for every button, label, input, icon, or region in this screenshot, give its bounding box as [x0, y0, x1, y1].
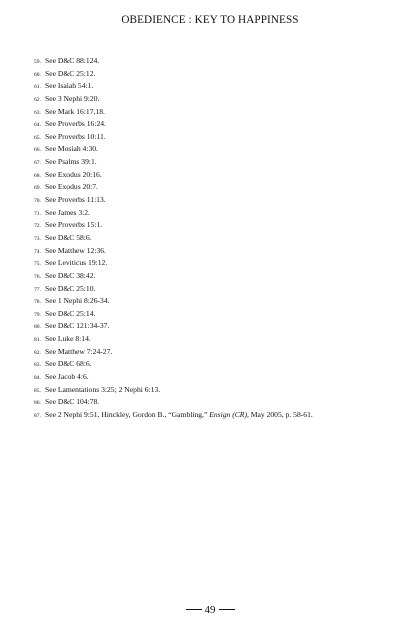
- endnote-item-last: [34, 409, 394, 422]
- endnote-text: See Psalms 39:1.: [45, 157, 97, 167]
- endnote-item: [34, 181, 394, 194]
- endnote-number: 59.: [34, 59, 41, 65]
- endnote-text: See Mosiah 4:30.: [45, 144, 98, 154]
- page-footer: [0, 604, 420, 616]
- endnote-number: 87.: [34, 412, 41, 419]
- endnote-item: [34, 346, 394, 359]
- endnote-publication-title: Ensign (CR),: [209, 409, 249, 419]
- endnote-number: 72.: [34, 223, 41, 230]
- endnote-number: 61.: [34, 84, 41, 91]
- endnote-text: See 3 Nephi 9:20.: [45, 93, 100, 103]
- running-header: OBEDIENCE : KEY TO HAPPINESS: [121, 14, 299, 26]
- endnote-item: [34, 194, 394, 207]
- endnote-text: See Luke 8:14.: [45, 334, 91, 344]
- endnote-number: 86.: [34, 400, 41, 407]
- endnote-number: 78.: [34, 299, 41, 306]
- endnote-number: 65.: [34, 134, 41, 141]
- endnote-text: See Isaiah 54:1.: [45, 81, 94, 91]
- endnote-item: [34, 68, 394, 81]
- endnote-number: 81.: [34, 337, 41, 344]
- endnote-item: [34, 156, 394, 169]
- endnote-number: 74.: [34, 248, 41, 255]
- endnote-number: 63.: [34, 109, 41, 116]
- endnote-number: 82.: [34, 349, 41, 356]
- endnote-item: [34, 245, 394, 258]
- endnote-text: See Proverbs 11:13.: [45, 195, 106, 205]
- endnote-number: 71.: [34, 210, 41, 217]
- endnote-text: See D&C 121:34-37.: [45, 321, 110, 331]
- endnote-number: 68.: [34, 172, 41, 179]
- endnote-item: [34, 106, 394, 119]
- endnote-number: 83.: [34, 362, 41, 369]
- endnote-text: See D&C 58:6.: [45, 232, 92, 242]
- endnote-number: 62.: [34, 96, 41, 103]
- endnote-text: See Matthew 7:24-27.: [45, 346, 113, 356]
- endnote-number: 70.: [34, 198, 41, 205]
- endnote-item: [34, 93, 394, 106]
- endnote-text: See Exodus 20:16.: [45, 169, 102, 179]
- endnote-text: See Lamentations 3:25; 2 Nephi 6:13.: [45, 384, 161, 394]
- endnote-number: 67.: [34, 160, 41, 167]
- endnote-text: See James 3:2.: [45, 207, 90, 217]
- endnote-text: See 1 Nephi 8:26-34.: [45, 296, 110, 306]
- endnote-number: 85.: [34, 387, 41, 394]
- endnote-text: See Exodus 20:7.: [45, 182, 98, 192]
- endnote-text-after: May 2005, p. 58-61.: [248, 409, 313, 419]
- endnote-text: See Matthew 12:36.: [45, 245, 106, 255]
- endnote-text: See Mark 16:17,18.: [45, 106, 105, 116]
- endnote-item: [34, 143, 394, 156]
- endnote-item: [34, 320, 394, 333]
- endnote-item: [34, 207, 394, 220]
- endnote-text: See Proverbs 16:24.: [45, 119, 106, 129]
- endnote-text: See Proverbs 10:11.: [45, 131, 106, 141]
- endnote-text-before: See 2 Nephi 9:51, Hinckley, Gordon B., “Gambling,”: [45, 409, 210, 419]
- endnote-number: 76.: [34, 273, 41, 280]
- endnote-item: [34, 80, 394, 93]
- endnote-number: 80.: [34, 324, 41, 331]
- endnote-item: [34, 295, 394, 308]
- endnote-item: [34, 131, 394, 144]
- endnote-number: 60.: [34, 71, 41, 78]
- endnote-number: 66.: [34, 147, 41, 154]
- endnote-number: 73.: [34, 235, 41, 242]
- endnote-item: [34, 257, 394, 270]
- endnote-item: [34, 371, 394, 384]
- endnote-item: [34, 232, 394, 245]
- endnote-item: [34, 55, 394, 68]
- endnote-item: [34, 358, 394, 371]
- endnote-item: [34, 384, 394, 397]
- endnote-item: [34, 169, 394, 182]
- endnote-number: 64.: [34, 122, 41, 129]
- endnote-text: See Proverbs 15:1.: [45, 220, 103, 230]
- endnote-item: [34, 283, 394, 296]
- endnote-text: See D&C 25:12.: [45, 68, 96, 78]
- endnote-item: [34, 396, 394, 409]
- endnote-text: See D&C 25:14.: [45, 308, 96, 318]
- endnote-text: See D&C 38:42.: [45, 270, 96, 280]
- endnote-text: See D&C 104:78.: [45, 397, 100, 407]
- endnote-text: See D&C 25:10.: [45, 283, 96, 293]
- endnote-text: See Leviticus 19:12.: [45, 258, 108, 268]
- endnote-text: [45, 409, 313, 422]
- endnotes-list: [34, 55, 394, 422]
- footer-dash-right: [219, 609, 235, 610]
- footer-dash-left: [186, 609, 202, 610]
- endnote-item: [34, 333, 394, 346]
- endnote-item: [34, 118, 394, 131]
- endnote-item: [34, 308, 394, 321]
- endnote-text: See D&C 68:6.: [45, 359, 92, 369]
- endnote-item: [34, 270, 394, 283]
- endnote-text: See D&C 88:124.: [45, 56, 100, 65]
- endnote-number: 75.: [34, 261, 41, 268]
- endnote-number: 79.: [34, 311, 41, 318]
- endnote-number: 77.: [34, 286, 41, 293]
- endnote-number: 84.: [34, 375, 41, 382]
- endnote-item: [34, 219, 394, 232]
- page-number: 49: [204, 604, 216, 616]
- endnote-number: 69.: [34, 185, 41, 192]
- endnote-text: See Jacob 4:6.: [45, 372, 89, 382]
